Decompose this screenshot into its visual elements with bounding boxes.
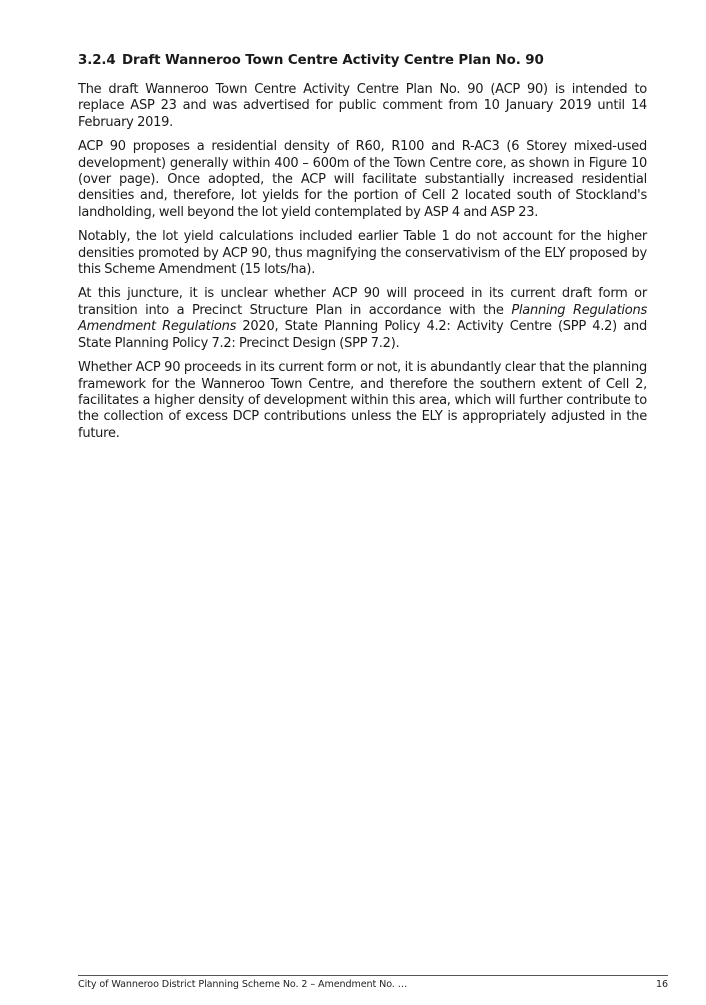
paragraph-2: ACP 90 proposes a residential density of R60, R100 and R-AC3 (6 Storey mixed-used development) generally within 400 – 600m of the Town Centre core, as shown in Figure 10 (over page). Once adopted, the ACP will facilitate substantially increased residential densities and, therefore, lot yields for the portion of Cell 2 located south of Stockland's landholding, well beyond the lot yield contemplated by ASP 4 and ASP 23. xyxy=(78,139,647,220)
paragraph-4-part-a: At this juncture, it is unclear whether ACP 90 will proceed in its current draft form or transition into a Precinct Structure Plan in accordance with the xyxy=(78,286,647,318)
section-title: Draft Wanneroo Town Centre Activity Centre Plan No. 90 xyxy=(122,53,544,68)
paragraph-1: The draft Wanneroo Town Centre Activity Centre Plan No. 90 (ACP 90) is intended to replace ASP 23 and was advertised for public comment from 10 January 2019 until 14 February 2019. xyxy=(78,82,647,130)
section-heading xyxy=(78,53,544,68)
section-number: 3.2.4 xyxy=(78,53,116,68)
page-footer xyxy=(78,975,668,990)
footer-text: City of Wanneroo District Planning Scheme No. 2 – Amendment No. … xyxy=(78,979,408,990)
section-body xyxy=(78,82,647,450)
paragraph-5: Whether ACP 90 proceeds in its current form or not, it is abundantly clear that the planning framework for the Wanneroo Town Centre, and therefore the southern extent of Cell 2, facilitates a higher density of development within this area, which will further contribute to the collection of excess DCP contributions unless the ELY is appropriately adjusted in the future. xyxy=(78,360,647,441)
paragraph-4-part-b: 2020, State Planning Policy 4.2: Activity Centre (SPP 4.2) and State Planning Policy 7.2: Precinct Design (SPP 7.2). xyxy=(78,319,647,351)
paragraph-4-italic-title: Planning Regulations Amendment Regulations xyxy=(78,302,647,335)
paragraph-4 xyxy=(78,286,647,352)
document-page xyxy=(78,0,668,1005)
paragraph-3: Notably, the lot yield calculations included earlier Table 1 do not account for the higher densities promoted by ACP 90, thus magnifying the conservativism of the ELY proposed by this Scheme Amendment (15 lots/ha). xyxy=(78,229,647,278)
page-number: 16 xyxy=(655,979,668,990)
